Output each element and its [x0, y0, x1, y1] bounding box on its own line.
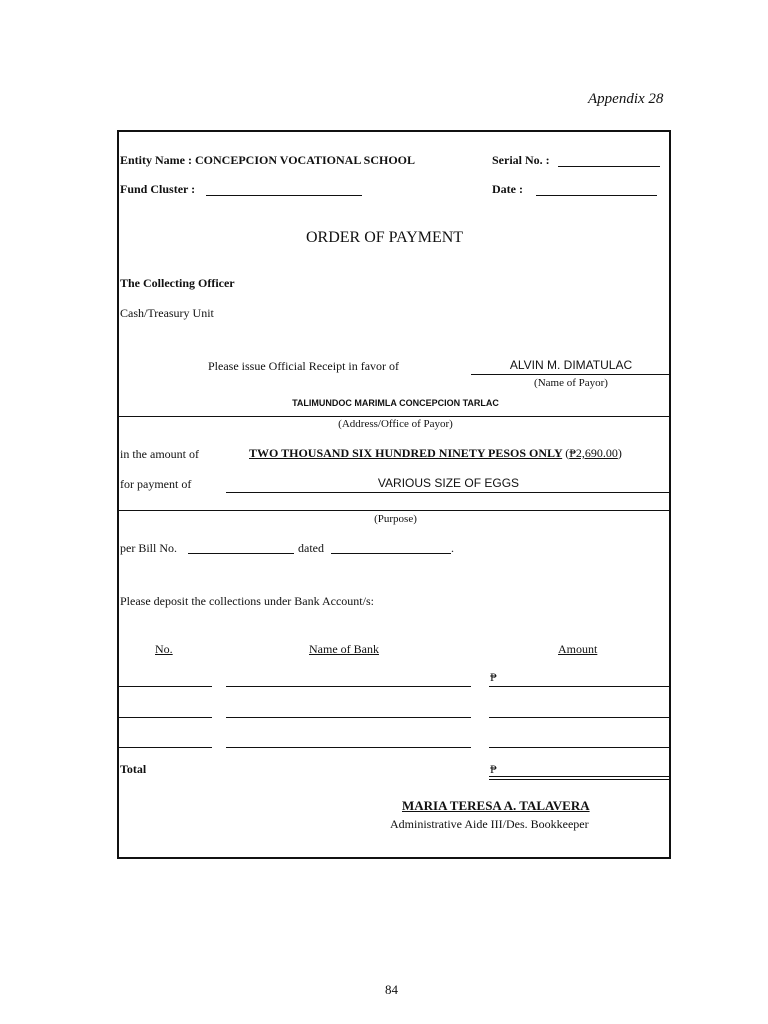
amount-open-paren: (	[565, 446, 570, 460]
total-line-1	[489, 776, 671, 777]
addressee-line-2: Cash/Treasury Unit	[120, 306, 214, 320]
date-field[interactable]	[536, 195, 657, 196]
payor-name: ALVIN M. DIMATULAC	[509, 358, 633, 372]
payor-address: TALIMUNDOC MARIMLA CONCEPCION TARLAC	[292, 398, 499, 408]
bill-dated-field[interactable]	[331, 553, 451, 554]
purpose-line	[226, 492, 671, 493]
serial-no-label: Serial No. :	[492, 153, 550, 167]
addressee-line-1: The Collecting Officer	[120, 276, 235, 290]
deposit-instruction: Please deposit the collections under Bank Account/s:	[120, 594, 374, 608]
amount-in-words-row	[249, 446, 622, 461]
row-3-no-field[interactable]	[119, 747, 212, 748]
form-title: ORDER OF PAYMENT	[306, 229, 464, 246]
total-line-2	[489, 779, 671, 780]
purpose-caption: (Purpose)	[374, 513, 417, 525]
signatory-name: MARIA TERESA A. TALAVERA	[402, 798, 590, 813]
entity-name-value: CONCEPCION VOCATIONAL SCHOOL	[195, 153, 416, 167]
row-1-amount-field[interactable]	[489, 686, 671, 687]
row-2-amount-field[interactable]	[489, 717, 671, 718]
bill-no-field[interactable]	[188, 553, 294, 554]
row-2-no-field[interactable]	[119, 717, 212, 718]
date-label: Date :	[492, 182, 523, 196]
row-1-amount: ₱	[490, 670, 497, 684]
payment-label: for payment of	[120, 477, 192, 491]
row-1-no-field[interactable]	[119, 686, 212, 687]
serial-no-field[interactable]	[558, 166, 660, 167]
fund-cluster-field[interactable]	[206, 195, 362, 196]
appendix-label: Appendix 28	[588, 91, 664, 107]
row-3-bank-field[interactable]	[226, 747, 471, 748]
row-2-bank-field[interactable]	[226, 717, 471, 718]
payor-address-caption: (Address/Office of Payor)	[338, 418, 453, 430]
payor-name-line	[471, 374, 671, 375]
amount-label: in the amount of	[120, 447, 199, 461]
column-header-amount: Amount	[558, 642, 598, 656]
fund-cluster-label: Fund Cluster :	[120, 182, 196, 196]
bill-no-label: per Bill No.	[120, 541, 177, 555]
entity-name-label: Entity Name :	[120, 153, 192, 167]
entity-name-row	[120, 153, 415, 168]
payor-name-caption: (Name of Payor)	[534, 377, 608, 389]
amount-close-paren: )	[617, 446, 622, 460]
bill-dated-label: dated	[298, 541, 324, 555]
signatory-position: Administrative Aide III/Des. Bookkeeper	[390, 817, 589, 831]
purpose-divider	[119, 510, 671, 511]
row-1-bank-field[interactable]	[226, 686, 471, 687]
column-header-no: No.	[155, 642, 173, 656]
page-number: 84	[385, 982, 398, 997]
payor-address-line	[119, 416, 671, 417]
total-label: Total	[120, 762, 147, 776]
row-3-amount-field[interactable]	[489, 747, 671, 748]
amount-in-words: TWO THOUSAND SIX HUNDRED NINETY PESOS ONLY	[249, 446, 563, 460]
payor-prompt: Please issue Official Receipt in favor of	[208, 359, 400, 373]
amount-in-figures: ₱2,690.00	[569, 446, 618, 460]
total-amount: ₱	[490, 762, 497, 776]
column-header-bank: Name of Bank	[309, 642, 379, 656]
payment-purpose: VARIOUS SIZE OF EGGS	[377, 476, 520, 490]
bill-end-period: .	[451, 541, 454, 555]
